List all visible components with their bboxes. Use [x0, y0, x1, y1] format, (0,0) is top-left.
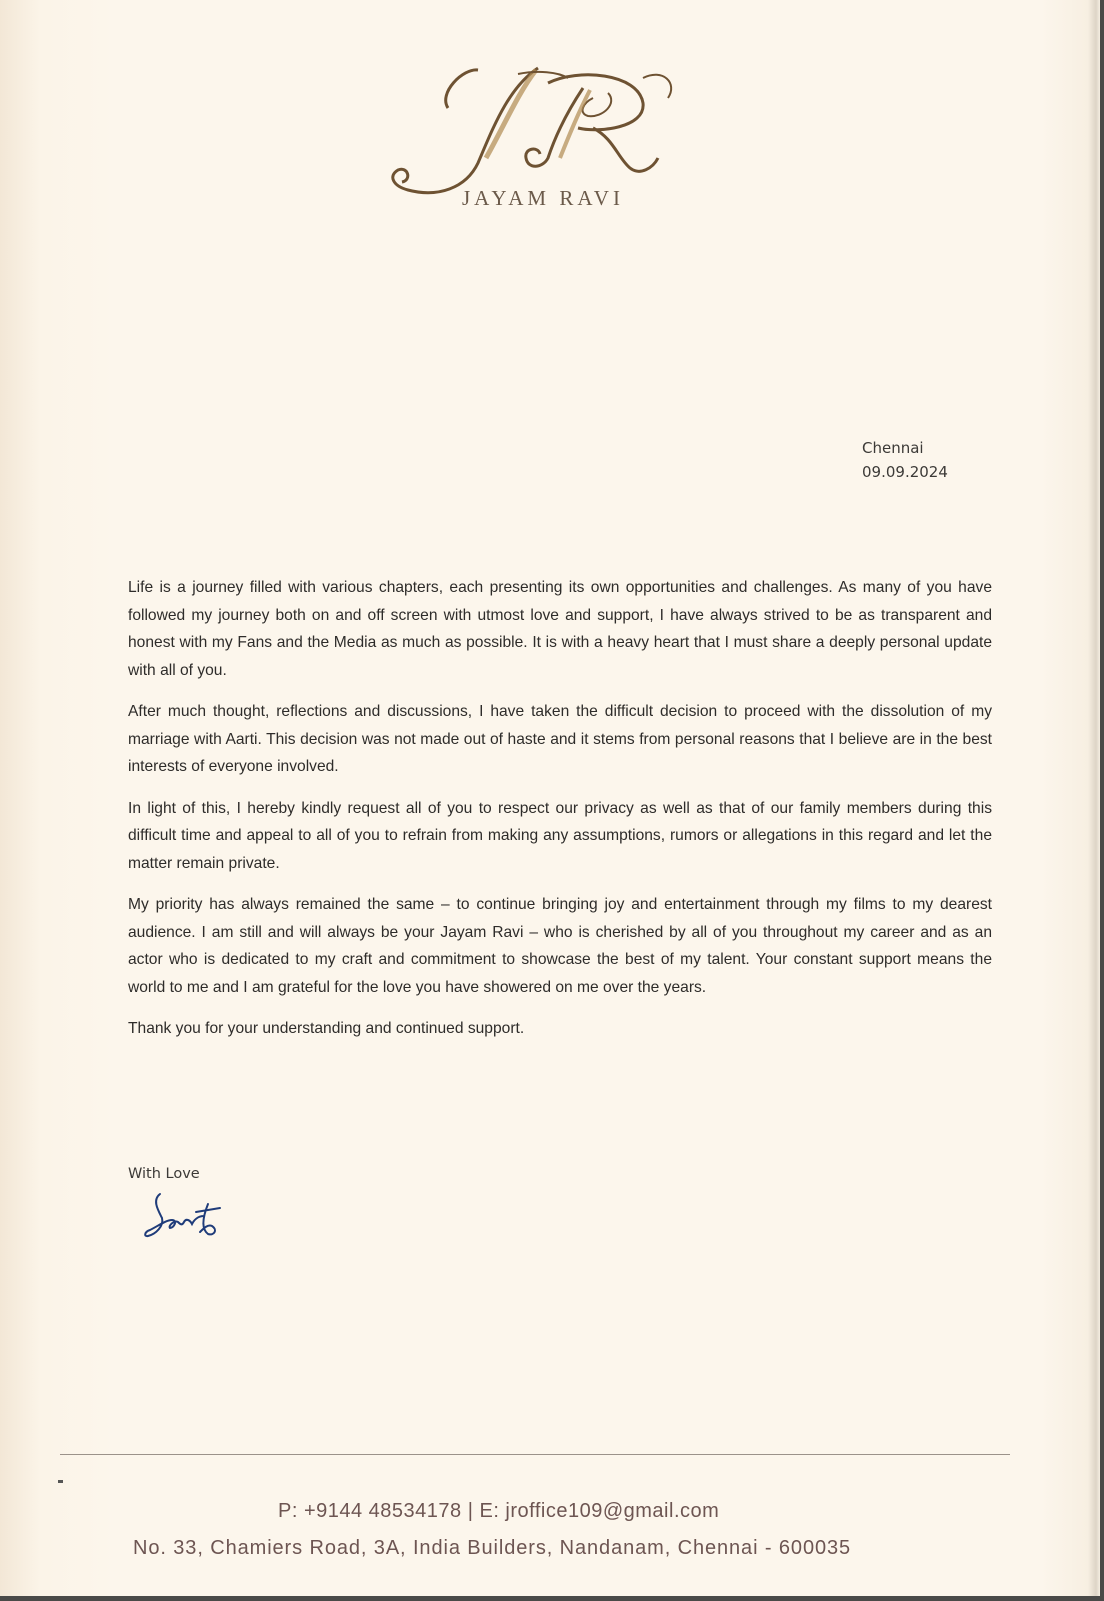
letter-body [128, 574, 992, 1057]
brand-name: JAYAM RAVI [462, 186, 624, 210]
letter-date: 09.09.2024 [862, 463, 948, 481]
footer-address: No. 33, Chamiers Road, 3A, India Builders, Nandanam, Chennai - 600035 [133, 1537, 852, 1559]
footer-divider [60, 1454, 1010, 1455]
paragraph: In light of this, I hereby kindly request all of you to respect our privacy as well as that of our family members during this difficult time and appeal to all of you to refrain from making any assumptions, rumors or allegations in this regard and let the matter remain private. [128, 799, 992, 872]
signature-icon [138, 1190, 228, 1242]
paragraph: My priority has always remained the same – to continue bringing joy and entertainment through my films to my dearest audience. I am still and will always be your Jayam Ravi – who is cherished by all of you throughout my career and as an actor who is dedicated to my craft and commitment to showcase the best of my talent. Your constant support means the world to me and I am grateful for the love you have showered on me over the years. [128, 896, 992, 996]
paragraph: After much thought, reflections and discussions, I have taken the difficult decision to proceed with the dissolution of my marriage with Aarti. This decision was not made out of haste and it stems from personal reasons that I believe are in the best interests of everyone involved. [128, 703, 992, 775]
letter-place: Chennai [862, 439, 924, 457]
place-date-block [862, 436, 948, 484]
sign-off-text: With Love [128, 1166, 200, 1182]
closing-paragraph: Thank you for your understanding and continued support. [128, 1020, 525, 1037]
fold-mark [58, 1480, 63, 1483]
paragraph: Life is a journey filled with various chapters, each presenting its own opportunities and challenges. As many of you have followed my journey both on and off screen with utmost love and support, I have always strived to be as transparent and honest with my Fans and the Media as much as possible. It is with a heavy heart that I must share a deeply personal update with all of you. [128, 579, 992, 679]
footer-contact: P: +9144 48534178 | E: jroffice109@gmail.com [278, 1500, 720, 1522]
